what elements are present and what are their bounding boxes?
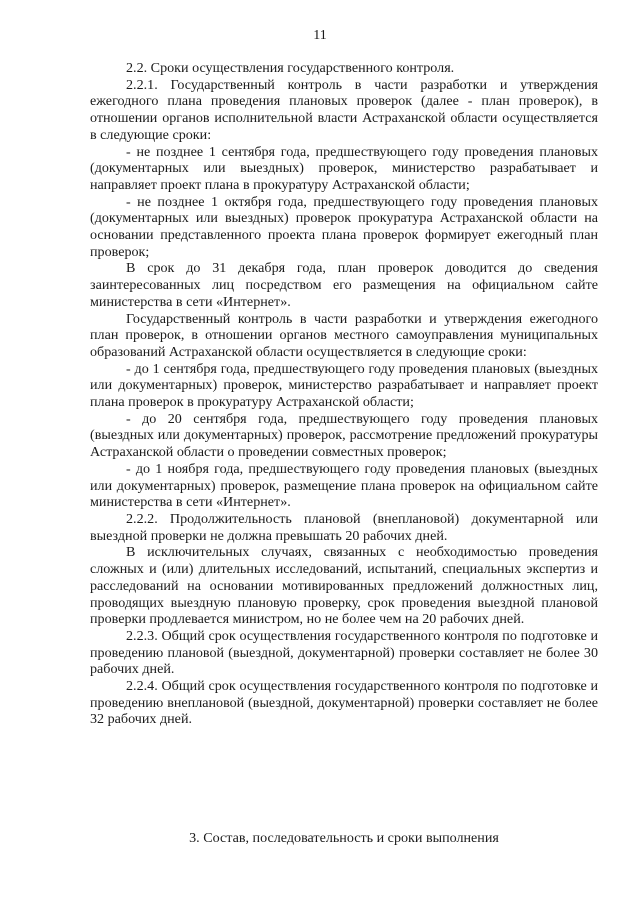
paragraph-2-2-2: 2.2.2. Продолжительность плановой (внеплановой) документарной или выездной проверки не должна превышать 20 рабочих дней. (90, 510, 598, 544)
page-number: 11 (313, 28, 327, 43)
paragraph-list-item: - не позднее 1 сентября года, предшествующего году проведения плановых (документарных или выездных) проверок, министерство разрабатывает и направляет проект плана в прокуратуру Астраханской области; (90, 143, 598, 193)
paragraph-deadline: В срок до 31 декабря года, план проверок доводится до сведения заинтересованных лиц посредством его размещения на официальном сайте министерства в сети «Интернет». (90, 260, 598, 310)
paragraph-2-2-1: 2.2.1. Государственный контроль в части разработки и утверждения ежегодного плана проведения плановых проверок (далее - план проверок), в отношении органов исполнительной власти Астраханской области осуществляется в следующие сроки: (90, 76, 598, 143)
paragraph-municipal: Государственный контроль в части разработки и утверждения ежегодного план проверок, в отношении органов местного самоуправления муниципальных образований Астраханской области осуществляется в следующие сроки: (90, 310, 598, 360)
paragraph-list-item: - до 1 ноября года, предшествующего году проведения плановых (выездных или документарных) проверок, размещение плана проверок на официальном сайте министерства в сети «Интернет». (90, 460, 598, 511)
section-3-heading: 3. Состав, последовательность и сроки выполнения (189, 830, 499, 846)
paragraph-2-2-3: 2.2.3. Общий срок осуществления государственного контроля по подготовке и проведению плановой (выездной, документарной) проверки составляет не более 30 рабочих дней. (90, 627, 598, 678)
section-title: 2.2. Сроки осуществления государственного контроля. (126, 60, 455, 76)
document-body (90, 60, 598, 728)
paragraph-list-item: - не позднее 1 октября года, предшествующего году проведения плановых (документарных или выездных) проверок прокуратура Астраханской области на основании представленного проекта плана проверок формирует ежегодный план проверок; (90, 193, 598, 260)
paragraph-list-item: - до 20 сентября года, предшествующего году проведения плановых (выездных или документарных) проверок, рассмотрение предложений прокуратуры Астраханской области о проведении совместных проверок; (90, 410, 598, 461)
paragraph-2-2-4: 2.2.4. Общий срок осуществления государственного контроля по подготовке и проведению внеплановой (выездной, документарной) проверки составляет не более 32 рабочих дней. (90, 678, 598, 728)
paragraph-exceptional-cases: В исключительных случаях, связанных с необходимостью проведения сложных и (или) длительных исследований, испытаний, специальных экспертиз и расследований на основании мотивированных предложений должностных лиц, проводящих выездную плановую проверку, срок проведения выездной плановой проверки продлевается министром, но не более чем на 20 рабочих дней. (90, 544, 598, 628)
paragraph-list-item: - до 1 сентября года, предшествующего году проведения плановых (выездных или документарных) проверок, министерство разрабатывает и направляет проект плана проверок в прокуратуру Астраханской области; (90, 360, 598, 411)
